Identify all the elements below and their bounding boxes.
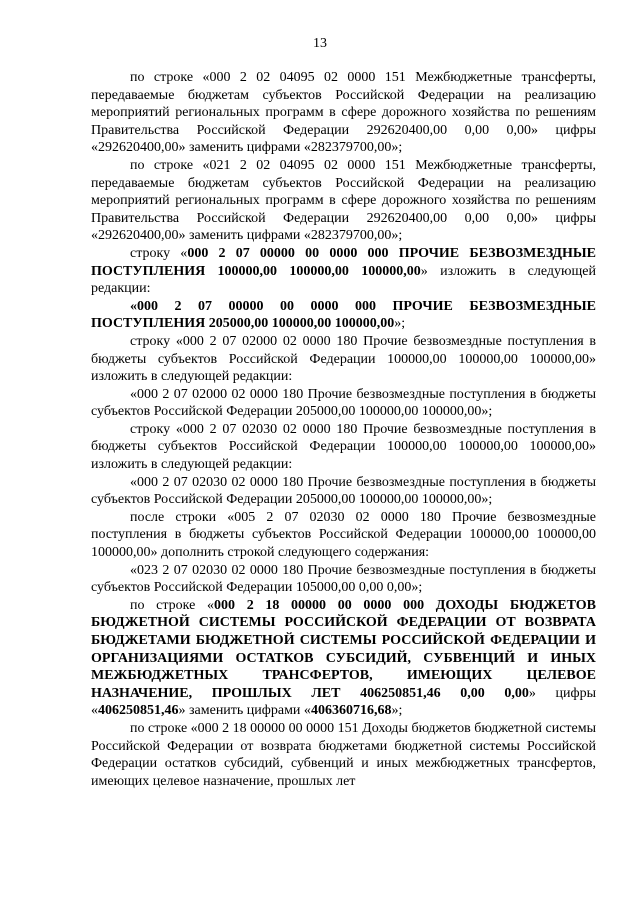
bold-text-segment: 406360716,68 bbox=[310, 703, 392, 719]
paragraph-p9 bbox=[91, 509, 596, 562]
paragraph-p5 bbox=[91, 333, 596, 386]
text-segment: после строки «005 2 07 02030 02 0000 180 Прочие безвозмездные поступления в бюджеты субъектов Российской Федерации 100000,00 100000,00 100000,00» дополнить строкой следующего содержания: bbox=[91, 509, 596, 561]
text-segment: по строке «021 2 02 04095 02 0000 151 Межбюджетные трансферты, передаваемые бюджетам субъектов Российской Федерации на реализацию мероприятий региональных программ в сфере дорожного хозяйства по решениям Правительства Российской Федерации 292620400,00 0,00 0,00» цифры «292620400,00» заменить цифрами «282379700,00»; bbox=[91, 157, 596, 244]
text-segment: по строке « bbox=[130, 597, 215, 613]
paragraph-p11 bbox=[91, 597, 596, 720]
text-segment: по строке «000 2 18 00000 00 0000 151 Доходы бюджетов бюджетной системы Российской Федерации от возврата бюджетами бюджетной системы Российской Федерации остатков субсидий, субвенций и иных межбюджетных трансфертов, имеющих целевое назначение, прошлых лет bbox=[91, 720, 597, 789]
document-body bbox=[91, 69, 596, 790]
text-segment: » заменить цифрами « bbox=[178, 703, 311, 719]
text-segment: «000 2 07 02030 02 0000 180 Прочие безвозмездные поступления в бюджеты субъектов Российской Федерации 205000,00 100000,00 100000,00»; bbox=[91, 474, 596, 508]
paragraph-p1 bbox=[91, 69, 596, 157]
paragraph-p6 bbox=[91, 386, 596, 421]
text-segment: строку « bbox=[130, 245, 188, 261]
paragraph-p4 bbox=[91, 298, 596, 333]
paragraph-p10 bbox=[91, 562, 596, 597]
bold-text-segment: 000 2 07 00000 00 0000 000 ПРОЧИЕ БЕЗВОЗМЕЗДНЫЕ ПОСТУПЛЕНИЯ 100000,00 100000,00 100000,00 bbox=[91, 245, 596, 279]
text-segment: «000 2 07 02000 02 0000 180 Прочие безвозмездные поступления в бюджеты субъектов Российской Федерации 205000,00 100000,00 100000,00»; bbox=[91, 386, 596, 420]
page-number: 13 bbox=[313, 36, 327, 51]
text-segment: »; bbox=[391, 703, 403, 719]
text-segment: строку «000 2 07 02030 02 0000 180 Прочие безвозмездные поступления в бюджеты субъектов Российской Федерации 100000,00 100000,00 100000,00» изложить в следующей редакции: bbox=[91, 421, 596, 473]
paragraph-p3 bbox=[91, 245, 596, 298]
text-segment: по строке «000 2 02 04095 02 0000 151 Межбюджетные трансферты, передаваемые бюджетам субъектов Российской Федерации на реализацию мероприятий региональных программ в сфере дорожного хозяйства по решениям Правительства Российской Федерации 292620400,00 0,00 0,00» цифры «292620400,00» заменить цифрами «282379700,00»; bbox=[91, 70, 596, 156]
text-segment: » изложить в следующей редакции: bbox=[91, 263, 596, 297]
text-segment: «023 2 07 02030 02 0000 180 Прочие безвозмездные поступления в бюджеты субъектов Российской Федерации 105000,00 0,00 0,00»; bbox=[91, 562, 596, 596]
paragraph-p8 bbox=[91, 474, 596, 509]
bold-text-segment: 000 2 18 00000 00 0000 000 ДОХОДЫ БЮДЖЕТОВ БЮДЖЕТНОЙ СИСТЕМЫ РОССИЙСКОЙ ФЕДЕРАЦИИ ОТ ВОЗВРАТА БЮДЖЕТАМИ БЮДЖЕТНОЙ СИСТЕМЫ РОССИЙСКОЙ ФЕДЕРАЦИИ И ОРГАНИЗАЦИЯМИ ОСТАТКОВ СУБСИДИЙ, СУБВЕНЦИЙ И ИНЫХ МЕЖБЮДЖЕТНЫХ ТРАНСФЕРТОВ, ИМЕЮЩИХ ЦЕЛЕВОЕ НАЗНАЧЕНИЕ, ПРОШЛЫХ ЛЕТ 406250851,46 0,00 0,00 bbox=[91, 597, 596, 701]
bold-text-segment: «000 2 07 00000 00 0000 000 ПРОЧИЕ БЕЗВОЗМЕЗДНЫЕ ПОСТУПЛЕНИЯ 205000,00 100000,00 100000,00 bbox=[91, 298, 596, 332]
text-segment: » цифры « bbox=[91, 685, 596, 719]
paragraph-p2 bbox=[91, 157, 596, 245]
bold-text-segment: 406250851,46 bbox=[98, 703, 179, 719]
paragraph-p7 bbox=[91, 421, 596, 474]
paragraph-p12 bbox=[91, 720, 596, 790]
text-segment: »; bbox=[394, 316, 406, 332]
text-segment: строку «000 2 07 02000 02 0000 180 Прочие безвозмездные поступления в бюджеты субъектов Российской Федерации 100000,00 100000,00 100000,00» изложить в следующей редакции: bbox=[91, 333, 596, 385]
